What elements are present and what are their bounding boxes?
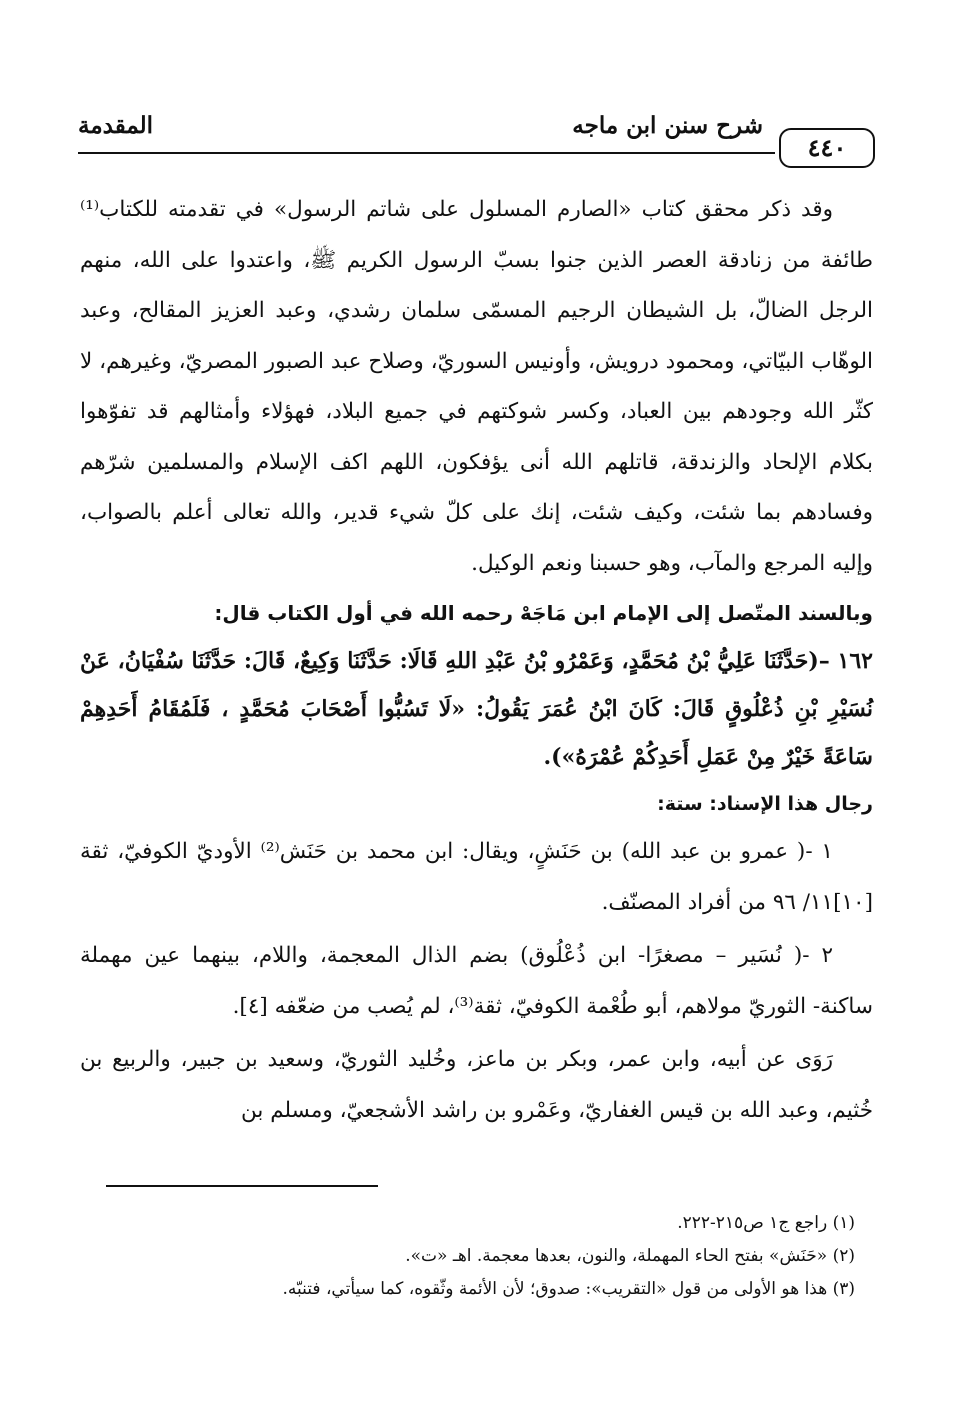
- section-title: المقدمة: [78, 112, 154, 139]
- footnote-3: (٣) هذا هو الأولى من قول «التقريب»: صدوق؛ لأن الأئمة وثّقوه، كما سيأتي، فتنبّه.: [282, 1279, 855, 1299]
- header-rule: [78, 152, 775, 154]
- footnote-1: (١) راجع ج١ ص٢١٥-٢٢٢.: [677, 1213, 855, 1233]
- page-body: [80, 185, 873, 1136]
- footnotes: [100, 1207, 855, 1306]
- book-title: شرح سنن ابن ماجه: [572, 112, 763, 139]
- page-number: ٤٤٠: [779, 128, 875, 168]
- narrator-2-continuation: رَوَى عن أبيه، وابن عمر، وبكر بن ماعز، وخُليد الثوريّ، وسعيد بن جبير، والربيع بن خُثيم، وعبد الله بن قيس الغفاريّ، وعَمْرو بن راشد الأشجعيّ، ومسلم بن: [80, 1047, 873, 1123]
- intro-paragraph: وقد ذكر محقق كتاب «الصارم المسلول على شاتم الرسول» في تقدمته للكتاب⁽¹⁾ طائفة من زنادقة العصر الذين جنوا بسبّ الرسول الكريم ﷺ، واعتدوا على الله، منهم الرجل الضالّ، بل الشيطان الرجيم المسمّى سلمان رشدي، وعبد العزيز المقالح، وعبد الوهّاب البيّاتي، ومحمود درويش، وأونيس السوريّ، وصلاح عبد الصبور المصريّ، وغيرهم، لا كثّر الله وجودهم بين العباد، وكسر شوكتهم في جميع البلاد، فهؤلاء وأمثالهم قد تفوّهوا بكلام الإلحاد والزندقة، قاتلهم الله أنى يؤفكون، اللهم اكف الإسلام والمسلمين شرّهم وفسادهم بما شئت، وكيف شئت، إنك على كلّ شيء قدير، والله تعالى أعلم بالصواب، وإليه المرجع والمآب، وهو حسبنا ونعم الوكيل.: [80, 197, 874, 576]
- footnote-2: (٢) «حَنَش» بفتح الحاء المهملة، والنون، بعدها معجمة. اهـ «ت».: [405, 1246, 855, 1266]
- footnote-rule: [106, 1185, 378, 1187]
- narrator-2: ٢ -( نُسَير – مصغرًا- ابن ذُعْلُوق) بضم الذال المعجمة، واللام، بينهما عين مهملة ساكنة- الثوريّ مولاهم، أبو طُعْمة الكوفيّ، ثقة⁽³⁾، لم يُصب من ضعّفه [٤].: [80, 943, 873, 1019]
- narrators-heading: رجال هذا الإسناد: ستة:: [657, 793, 873, 815]
- narrator-1: ١ -( عمرو بن عبد الله) بن حَنَشٍ، ويقال: ابن محمد بن حَنَش⁽²⁾ الأوديّ الكوفيّ، ثقة [١٠]١١/ ٩٦ من أفراد المصنّف.: [80, 839, 873, 915]
- hadith-text: ١٦٢ –(حَدَّثَنَا عَلِيُّ بْنُ مُحَمَّدٍ، وَعَمْرُو بْنُ عَبْدِ اللهِ قَالَا: حَدَّثَنَا وَكِيعٌ، قَالَ: حَدَّثَنَا سُفْيَانُ، عَنْ نُسَيْرِ بْنِ ذُعْلُوقٍ قَالَ: كَانَ ابْنُ عُمَرَ يَقُولُ: «لَا تَسُبُّوا أَصْحَابَ مُحَمَّدٍ ، فَلَمُقَامُ أَحَدِهِمْ سَاعَةً خَيْرٌ مِنْ عَمَلِ أَحَدِكُمْ عُمْرَهُ»).: [80, 648, 873, 770]
- chapter-intro: وبالسند المتّصل إلى الإمام ابن مَاجَهْ رحمه الله في أول الكتاب قال:: [214, 601, 873, 625]
- page-header: [78, 108, 875, 160]
